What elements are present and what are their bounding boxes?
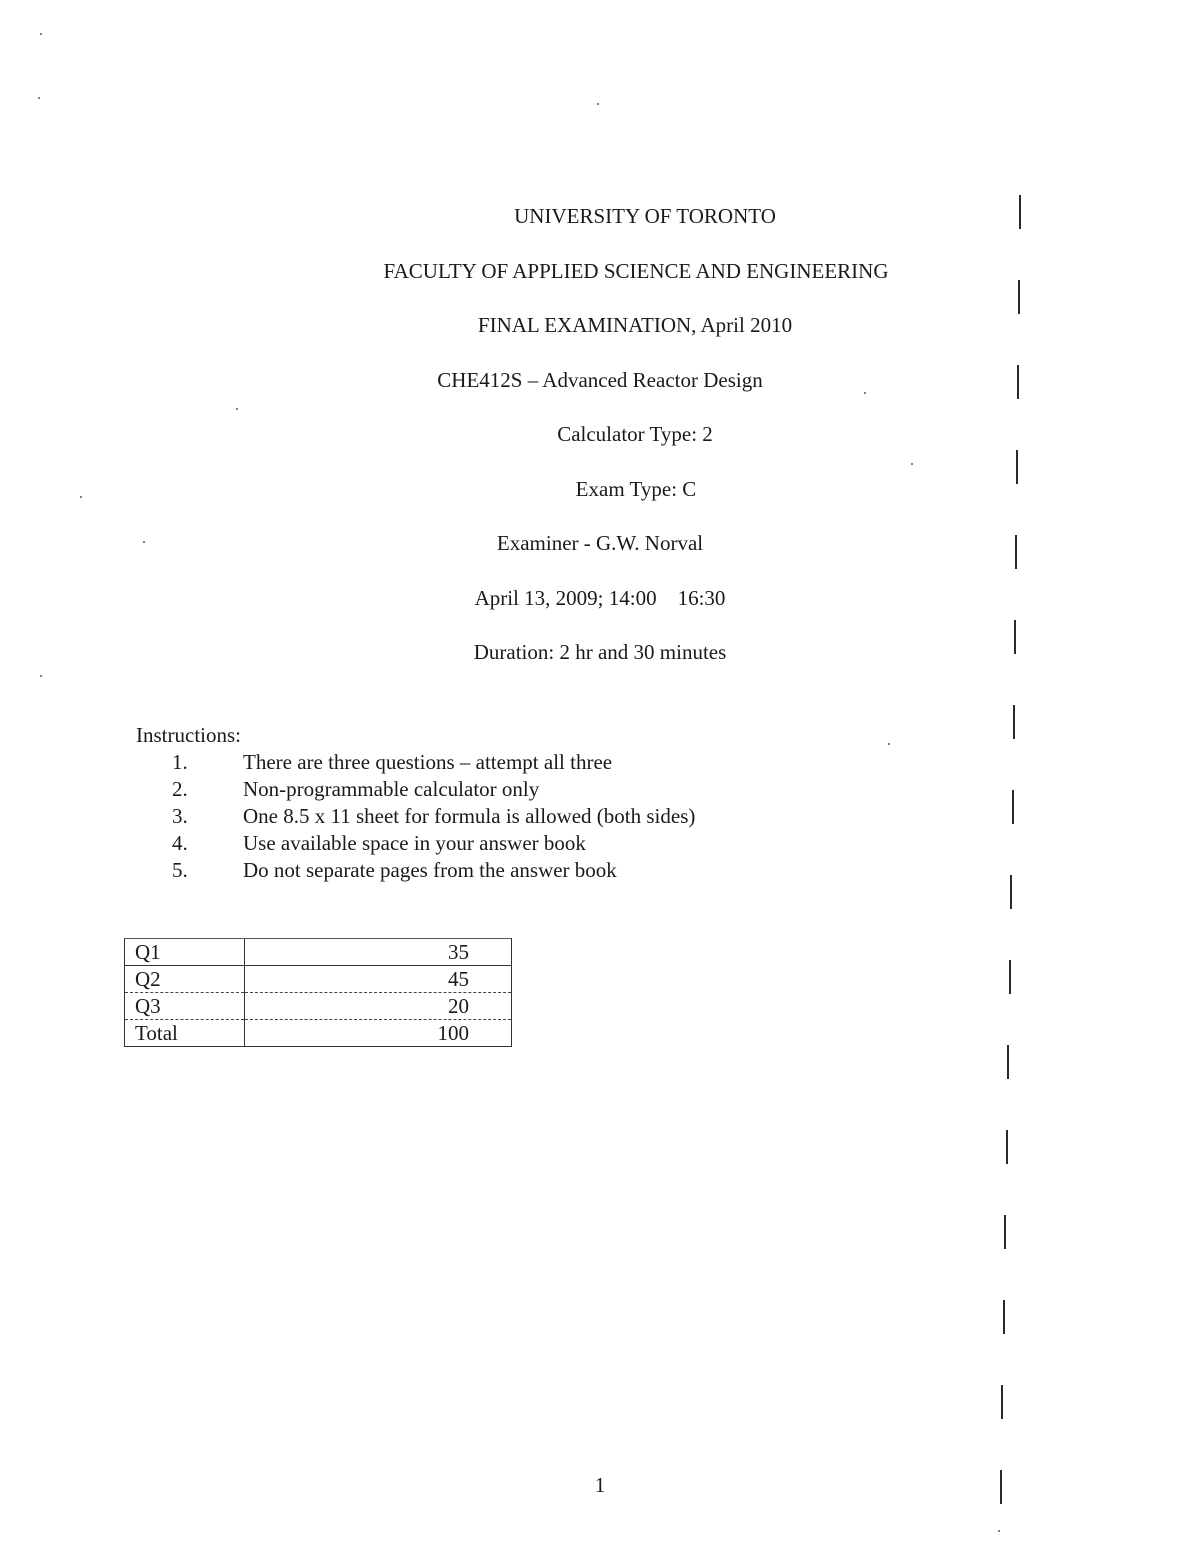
scan-margin-mark <box>1009 960 1011 994</box>
scan-margin-mark <box>1001 1385 1003 1419</box>
scan-speck <box>80 496 82 498</box>
scan-margin-mark <box>1017 365 1019 399</box>
faculty-title: FACULTY OF APPLIED SCIENCE AND ENGINEERING <box>383 259 889 283</box>
instruction-number: 4. <box>172 831 188 855</box>
scan-margin-mark <box>1016 450 1018 484</box>
table-row <box>125 966 512 993</box>
instruction-text: Non-programmable calculator only <box>243 777 540 801</box>
exam-title: FINAL EXAMINATION, April 2010 <box>477 313 793 337</box>
page-number: 1 <box>594 1473 606 1497</box>
scan-margin-mark <box>1006 1130 1008 1164</box>
instruction-number: 5. <box>172 858 188 882</box>
examiner: Examiner - G.W. Norval <box>496 531 704 555</box>
university-title: UNIVERSITY OF TORONTO <box>514 204 776 228</box>
instruction-item <box>172 857 695 884</box>
scan-speck <box>40 675 42 677</box>
scan-speck <box>236 408 238 410</box>
instruction-text: Use available space in your answer book <box>243 831 586 855</box>
instruction-text: One 8.5 x 11 sheet for formula is allowed (both sides) <box>243 804 696 828</box>
scan-speck <box>597 103 599 105</box>
instruction-number: 1. <box>172 750 188 774</box>
table-row <box>125 993 512 1020</box>
instructions-list <box>172 749 695 884</box>
scan-margin-mark <box>1000 1470 1002 1504</box>
scan-margin-mark <box>1018 280 1020 314</box>
scan-margin-mark <box>1003 1300 1005 1334</box>
marks-cell: 45 <box>245 966 512 993</box>
instruction-text: Do not separate pages from the answer book <box>243 858 617 882</box>
exam-type: Exam Type: C <box>575 477 697 501</box>
scan-speck <box>38 97 40 99</box>
table-row <box>125 1020 512 1047</box>
course-title: CHE412S – Advanced Reactor Design <box>437 368 763 392</box>
scan-margin-mark <box>1019 195 1021 229</box>
question-cell: Q2 <box>125 966 245 993</box>
marks-cell: 20 <box>245 993 512 1020</box>
question-cell: Total <box>125 1020 245 1047</box>
scan-margin-mark <box>1010 875 1012 909</box>
scan-speck <box>40 33 42 35</box>
instruction-text: There are three questions – attempt all three <box>243 750 613 774</box>
instruction-number: 3. <box>172 804 188 828</box>
marks-table <box>124 938 512 1047</box>
scan-speck <box>864 392 866 394</box>
instruction-item <box>172 749 695 776</box>
scan-margin-mark <box>1012 790 1014 824</box>
scan-margin-mark <box>1007 1045 1009 1079</box>
scan-speck <box>888 743 890 745</box>
scan-speck <box>143 541 145 543</box>
question-cell: Q3 <box>125 993 245 1020</box>
instruction-number: 2. <box>172 777 188 801</box>
scan-margin-mark <box>1015 535 1017 569</box>
instruction-item <box>172 803 695 830</box>
instruction-item <box>172 830 695 857</box>
scan-speck <box>911 463 913 465</box>
exam-duration: Duration: 2 hr and 30 minutes <box>473 640 727 664</box>
exam-date-time: April 13, 2009; 14:00 16:30 <box>474 586 726 610</box>
scan-margin-mark <box>1014 620 1016 654</box>
scan-margin-mark <box>1013 705 1015 739</box>
instructions-label: Instructions: <box>136 723 241 747</box>
marks-cell: 100 <box>245 1020 512 1047</box>
scan-speck <box>998 1530 1000 1532</box>
question-cell: Q1 <box>125 939 245 966</box>
marks-cell: 35 <box>245 939 512 966</box>
calculator-type: Calculator Type: 2 <box>557 422 713 446</box>
table-row <box>125 939 512 966</box>
instruction-item <box>172 776 695 803</box>
scan-margin-mark <box>1004 1215 1006 1249</box>
